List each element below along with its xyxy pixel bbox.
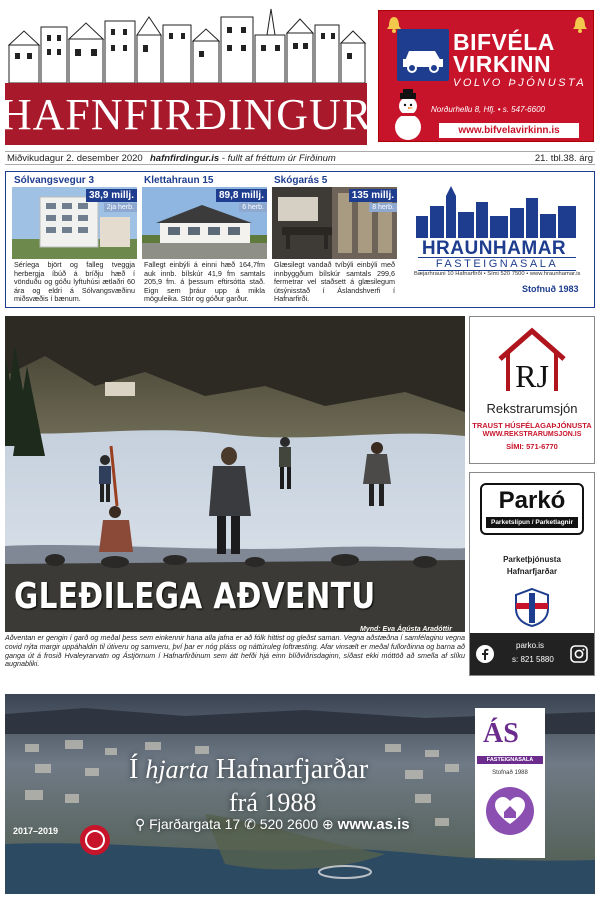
- rekstrarumsjon-logo-text: RJ: [515, 358, 549, 394]
- dateline: [5, 151, 595, 165]
- parko-service: Parketþjónusta: [503, 555, 561, 564]
- banner-address: Fjarðargata 17: [149, 816, 241, 832]
- as-fasteignasala-banner[interactable]: [5, 694, 595, 894]
- banner-contact: [135, 816, 410, 833]
- main-headline: GLEÐILEGA AÐVENTU: [14, 576, 376, 617]
- as-logo-badge: [475, 708, 545, 858]
- listing-description: Fallegt einbýli á einni hæð 164,7fm auk innb. bílskúr 41,9 fm samtals 205,9 fm. á þessum eftirsótta stað. Eign sem þráur upp á mikla möguleika. Stór og góður garður.: [144, 260, 265, 304]
- parko-location: Hafnarfjarðar: [506, 567, 558, 576]
- listing-photo: [142, 187, 267, 259]
- rekstrarumsjon-phone: SÍMI: 571-6770: [506, 442, 558, 451]
- hraunhamar-address: Bæjarhrauni 10 Hafnarfirði • Sími 520 7500 • www.hraunhamar.is: [414, 271, 581, 277]
- listing-address: Skógarás 5: [274, 175, 328, 186]
- listing-description: Séríega björt og falleg tveggja herbergja íbúð á bríðju hæð í vönduðu og góðu lyftuhúsi ætlaðri 60 ára og eldri á Sólvangsvæðinu miðsvæðis í bænum.: [14, 260, 135, 304]
- listing-address: Klettahraun 15: [144, 175, 214, 186]
- award-logo: [13, 822, 73, 850]
- rekstrarumsjon-website-link[interactable]: WWW.REKSTRARUMSJON.IS: [482, 431, 582, 438]
- hraunhamar-name: HRAUNHAMAR: [421, 238, 567, 259]
- listing-price: 38,9 millj.: [86, 189, 137, 202]
- facebook-icon[interactable]: [476, 645, 494, 663]
- listing-rooms: 2ja herb.: [104, 203, 137, 212]
- heart-house-icon: [485, 786, 535, 836]
- parko-footer: [470, 633, 594, 675]
- listing-photo: [272, 187, 397, 259]
- bifvela-subtitle: VOLVO ÞJÓNUSTA: [453, 77, 587, 89]
- banner-phone: 520 2600: [259, 816, 319, 832]
- hraunhamar-skyline-logo: [416, 186, 576, 238]
- christmas-bell-icon: [571, 15, 589, 33]
- car-logo: [397, 29, 449, 81]
- hraunhamar-subtitle: FASTEIGNASALA: [418, 257, 576, 271]
- site-link[interactable]: hafnfirdingur.is: [150, 153, 220, 164]
- side-ads: [469, 316, 595, 676]
- globe-icon: ⊕: [322, 816, 334, 832]
- masthead: [0, 5, 373, 143]
- parko-name: Parkó: [498, 487, 566, 514]
- listing-price: 135 millj.: [349, 189, 397, 202]
- fip-badge-icon: [514, 587, 550, 627]
- house-roof-icon: [496, 325, 568, 397]
- rekstrarumsjon-ad[interactable]: [469, 316, 595, 464]
- parko-phone: s: 821 5880: [512, 655, 554, 664]
- listing-description: Glæsilegt vandað tvíbýli einbýli með innbyggðum bílskúr samtals 299,6 fermetrar vel staðsett á glæsilegum útsýnisstað í Áslandshverfi í Hafnarfirði.: [274, 260, 395, 304]
- listing-card[interactable]: [272, 174, 397, 306]
- issue-date: Miðvikudagur 2. desember 2020: [7, 153, 143, 164]
- listing-rooms: 8 herb.: [369, 203, 397, 212]
- svg-text:2017–2019: 2017–2019: [13, 826, 59, 836]
- rekstrarumsjon-tagline: TRAUST HÚSFÉLAGAÞJÓNUSTA: [472, 421, 592, 430]
- listing-rooms: 6 herb.: [239, 203, 267, 212]
- bifvela-website-link[interactable]: www.bifvelavirkinn.is: [439, 123, 579, 138]
- banner-headline: Í hjarta Hafnarfjarðar: [129, 754, 369, 785]
- as-logo-text: ÁS: [483, 718, 519, 749]
- banner-since: frá 1988: [229, 788, 317, 817]
- bifvelavirkinn-ad[interactable]: [378, 10, 594, 142]
- bifvela-name: BIFVÉLA VIRKINN: [453, 29, 555, 77]
- masthead-title-bar: [0, 83, 373, 145]
- as-logo-subtitle: FASTEIGNASALA: [477, 756, 543, 764]
- snowman-icon: [391, 89, 425, 141]
- parko-logo: [480, 483, 584, 535]
- instagram-icon[interactable]: [570, 645, 588, 663]
- newspaper-title[interactable]: HAFNFIRÐINGUR: [0, 89, 373, 139]
- banner-website-link[interactable]: www.as.is: [337, 816, 410, 833]
- listing-card[interactable]: [142, 174, 267, 306]
- issue-number: 21. tbl.38. árg: [534, 153, 593, 164]
- location-pin-icon: ⚲: [135, 816, 146, 832]
- parko-tagline: Parketslípun / Parketlagnir: [486, 517, 578, 528]
- town-skyline-illustration: [5, 5, 367, 83]
- photo-credit: Mynd: Eva Ágústa Aradóttir: [360, 626, 452, 633]
- as-founded: Stofnað 1988: [492, 770, 528, 776]
- listing-address: Sólvangsvegur 3: [14, 175, 95, 186]
- parko-ad[interactable]: [469, 472, 595, 676]
- photo-caption: Aðventan er gengin í garð og meðal þess sem einkennir hana alla jafna er að fólk hittist og gleðst saman. Vegna aðstæðna í samfélaginu vegna covid nýta margir uppáhaldin til útiveru og samveru, því þar er nóg pláss og náttúruleg loftræsting. Afar vinsælt er meðal fullorðinna og barna að ganga út á frosið Hvaleyrarvatn og Ástjörnum í Hafnarfirðinum sem átt hefði hjá einn blíðviðrisdaginn, síðast ekki móttöð að smella af slíku augnabliki.: [5, 633, 465, 669]
- bifvela-address: Norðurhellu 8, Hfj. • s. 547-6600: [431, 105, 545, 114]
- phone-icon: ✆: [244, 816, 256, 832]
- car-icon: [397, 29, 449, 81]
- parko-website-link[interactable]: parko.is: [516, 641, 545, 650]
- certification-seal-icon: [79, 824, 111, 856]
- listing-card[interactable]: [12, 174, 137, 306]
- site-slogan: hafnfirdingur.is - fullt af fréttum úr Firðinum: [150, 153, 336, 164]
- hraunhamar-founded: Stofnuð 1983: [522, 284, 579, 294]
- listing-price: 89,8 millj.: [216, 189, 267, 202]
- rekstrarumsjon-label: Rekstrarumsjón: [486, 401, 578, 416]
- listing-photo: [12, 187, 137, 259]
